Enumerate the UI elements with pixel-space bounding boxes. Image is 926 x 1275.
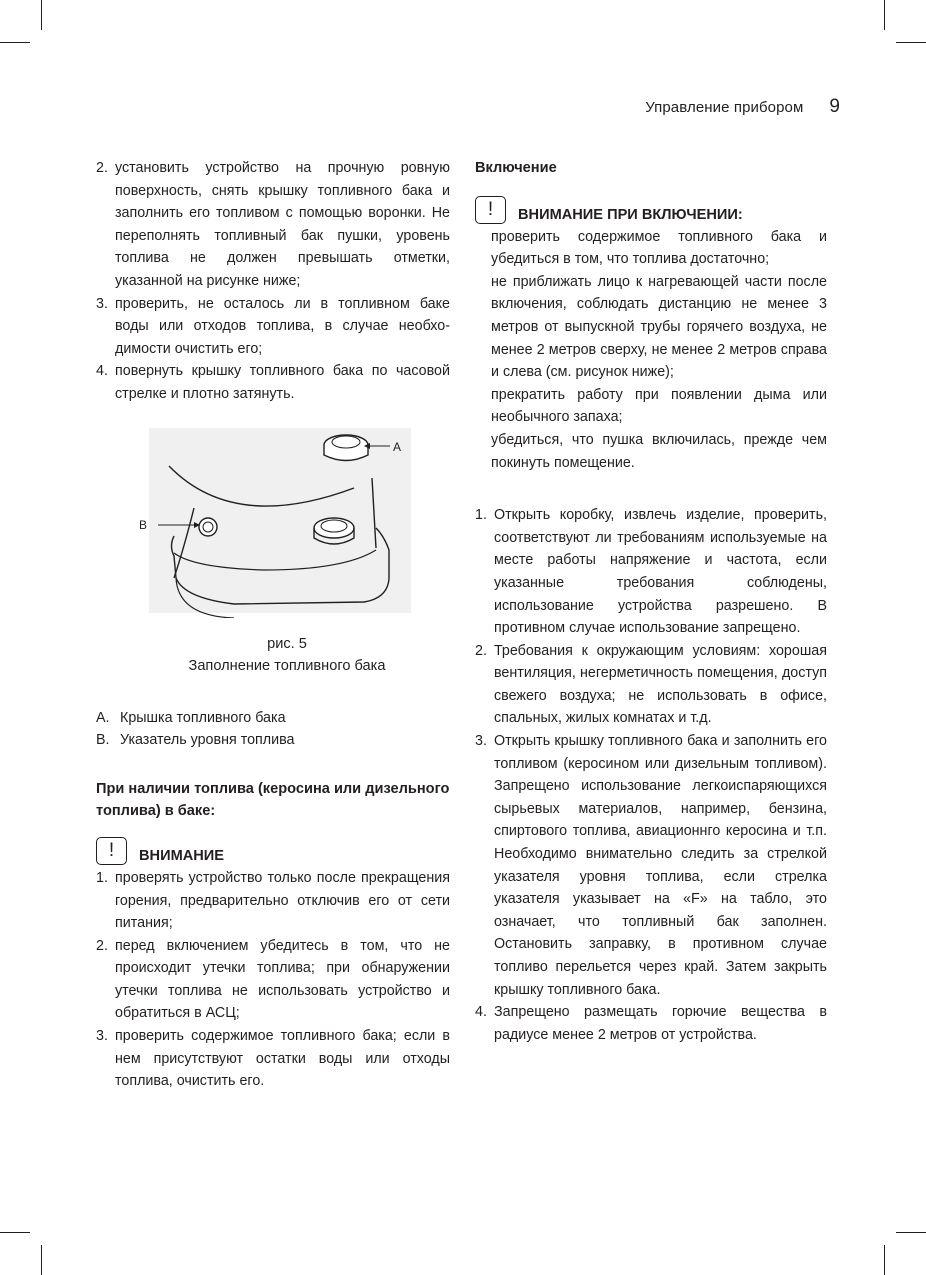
page-number: 9 xyxy=(829,96,840,117)
header-title: Управление прибором xyxy=(645,99,804,116)
warning-paragraph: прекратить работу при появлении дыма или необычного запаха; xyxy=(491,386,827,426)
left-column xyxy=(96,157,450,1093)
list-item-number: 1. xyxy=(96,869,108,886)
list-item xyxy=(96,935,450,1025)
list-item-number: 1. xyxy=(475,507,487,524)
switch-on-steps-list xyxy=(475,504,827,1046)
list-item-text: повернуть крышку топливного бака по часовой стрелке и плотно затянуть. xyxy=(115,363,450,402)
figure-background xyxy=(149,428,411,613)
warning-icon: ! xyxy=(96,837,127,865)
list-item-number: 3. xyxy=(96,295,108,312)
legend-item xyxy=(96,729,450,752)
list-item xyxy=(96,360,450,405)
warning-title: ВНИМАНИЕ xyxy=(139,847,225,864)
legend-key: B. xyxy=(96,732,110,749)
crop-mark-br-h xyxy=(896,1232,926,1233)
figure-title: Заполнение топливного бака xyxy=(188,657,386,674)
list-item-number: 2. xyxy=(96,937,108,954)
list-item-number: 4. xyxy=(96,363,108,380)
list-item xyxy=(475,1001,827,1046)
warning-title: ВНИМАНИЕ ПРИ ВКЛЮЧЕНИИ: xyxy=(518,206,743,223)
warning-paragraph: проверить содержимое топливного бака и убедиться в том, что топлива достаточно; xyxy=(491,228,827,268)
warning-block xyxy=(96,837,450,865)
crop-mark-bl-v xyxy=(41,1245,42,1275)
list-item-text: Открыть коробку, извлечь изделие, проверить, соответствуют ли требованиям используемые на месте работы напряжение и частота, если указанные требования соблюдены, использование устройства разрешено. В противном случае использование запрещено. xyxy=(494,507,827,637)
switch-on-warning-text xyxy=(475,226,827,475)
legend-key: A. xyxy=(96,709,110,726)
list-item-text: установить устройство на прочную ровную поверхность, снять крышку топливного бака и заполнить его топливом с помощью воронки. Не переполнять топливный бак пушки, уровень топлива не должен превышать отметки, указанной на рисунке ниже; xyxy=(115,160,450,289)
figure-caption xyxy=(124,633,450,677)
right-column xyxy=(475,157,827,1046)
figure-label-b: B xyxy=(139,517,148,532)
list-item-text: проверять устройство только после прекращения горения, предварительно отключив его от сети питания; xyxy=(115,869,450,932)
list-item xyxy=(475,640,827,730)
crop-mark-bl-h xyxy=(0,1232,30,1233)
list-item xyxy=(475,730,827,1001)
crop-mark-tr-v xyxy=(884,0,885,30)
running-header xyxy=(645,96,840,118)
list-item xyxy=(475,504,827,640)
fuel-level-gauge xyxy=(199,518,217,536)
list-item-number: 3. xyxy=(475,733,487,750)
figure-legend xyxy=(96,707,450,752)
list-item xyxy=(96,157,450,293)
legend-item xyxy=(96,707,450,730)
list-item-text: проверить содержимое топливного бака; если в нем присутствуют остатки воды или отходы топлива, очистить его. xyxy=(115,1028,450,1090)
list-item-text: проверить, не осталось ли в топливном баке воды или отходов топлива, в случае необходимости очистить его; xyxy=(115,295,450,357)
switch-on-heading: Включение xyxy=(475,160,557,176)
list-item xyxy=(96,1025,450,1093)
warning-icon: ! xyxy=(475,196,506,224)
warning-paragraph: не приближать лицо к нагревающей части после включения, соблюдать дистанцию не менее 3 метров от выпускной трубы горячего воздуха, не менее 2 метров сверху, не менее 2 метров справа и слева (см. рисунок ниже); xyxy=(491,273,827,381)
tank-cap-side xyxy=(324,445,368,461)
list-item-text: перед включением убедитесь в том, что не происходит утечки топлива; при обнаружении утечки топлива не использовать устройство и обратиться в АСЦ; xyxy=(115,937,450,1022)
figure-label-a: A xyxy=(393,439,402,454)
list-item xyxy=(96,293,450,361)
crop-mark-tr-h xyxy=(896,42,926,43)
list-item-text: Требования к окружающим условиям: хорошая вентиляция, негерметичность помещения, доступ свежего воздуха; не использовать в офисе, спальных, жилых комнатах и т.д. xyxy=(494,642,827,727)
list-item-text: Открыть крышку топливного бака и заполнить его топливом (керосином или дизельным топливом). Запрещено использование легкоиспаряющихся сырьевых материалов, например, бензина, спиртового топлива, авиационнго керосина и т.п. Необходимо внимательно следить за стрелкой указателя уровня топлива, если стрелка указателя указывает на «F» на табло, это означает, что топливный бак заполнен. Остановить заправку, в противном случае топливо перельется через край. Затем закрыть крышку топливного бака. xyxy=(494,733,827,998)
list-item-text: Запрещено размещать горючие вещества в радиусе менее 2 метров от устройства. xyxy=(494,1004,827,1043)
list-item-number: 3. xyxy=(96,1028,108,1045)
fuel-in-tank-heading: При наличии топлива (керосина или дизельного топлива) в баке: xyxy=(96,780,450,820)
list-item-number: 2. xyxy=(475,642,487,659)
fuel-tank-illustration xyxy=(114,428,414,618)
list-item-number: 4. xyxy=(475,1004,487,1021)
legend-text: Крышка топливного бака xyxy=(120,709,286,726)
list-item xyxy=(96,867,450,935)
legend-text: Указатель уровня топлива xyxy=(120,732,295,749)
fuel-tank-figure xyxy=(114,428,414,618)
switch-on-warning-block xyxy=(475,196,827,224)
list-item-number: 2. xyxy=(96,160,108,176)
crop-mark-br-v xyxy=(884,1245,885,1275)
fill-steps-list xyxy=(96,157,450,406)
figure-number: рис. 5 xyxy=(267,635,307,652)
crop-mark-tl-h xyxy=(0,42,30,43)
warning-paragraph: убедиться, что пушка включилась, прежде чем покинуть помещение. xyxy=(491,431,827,471)
crop-mark-tl-v xyxy=(41,0,42,30)
precheck-list xyxy=(96,867,450,1093)
filler-neck xyxy=(314,518,354,538)
